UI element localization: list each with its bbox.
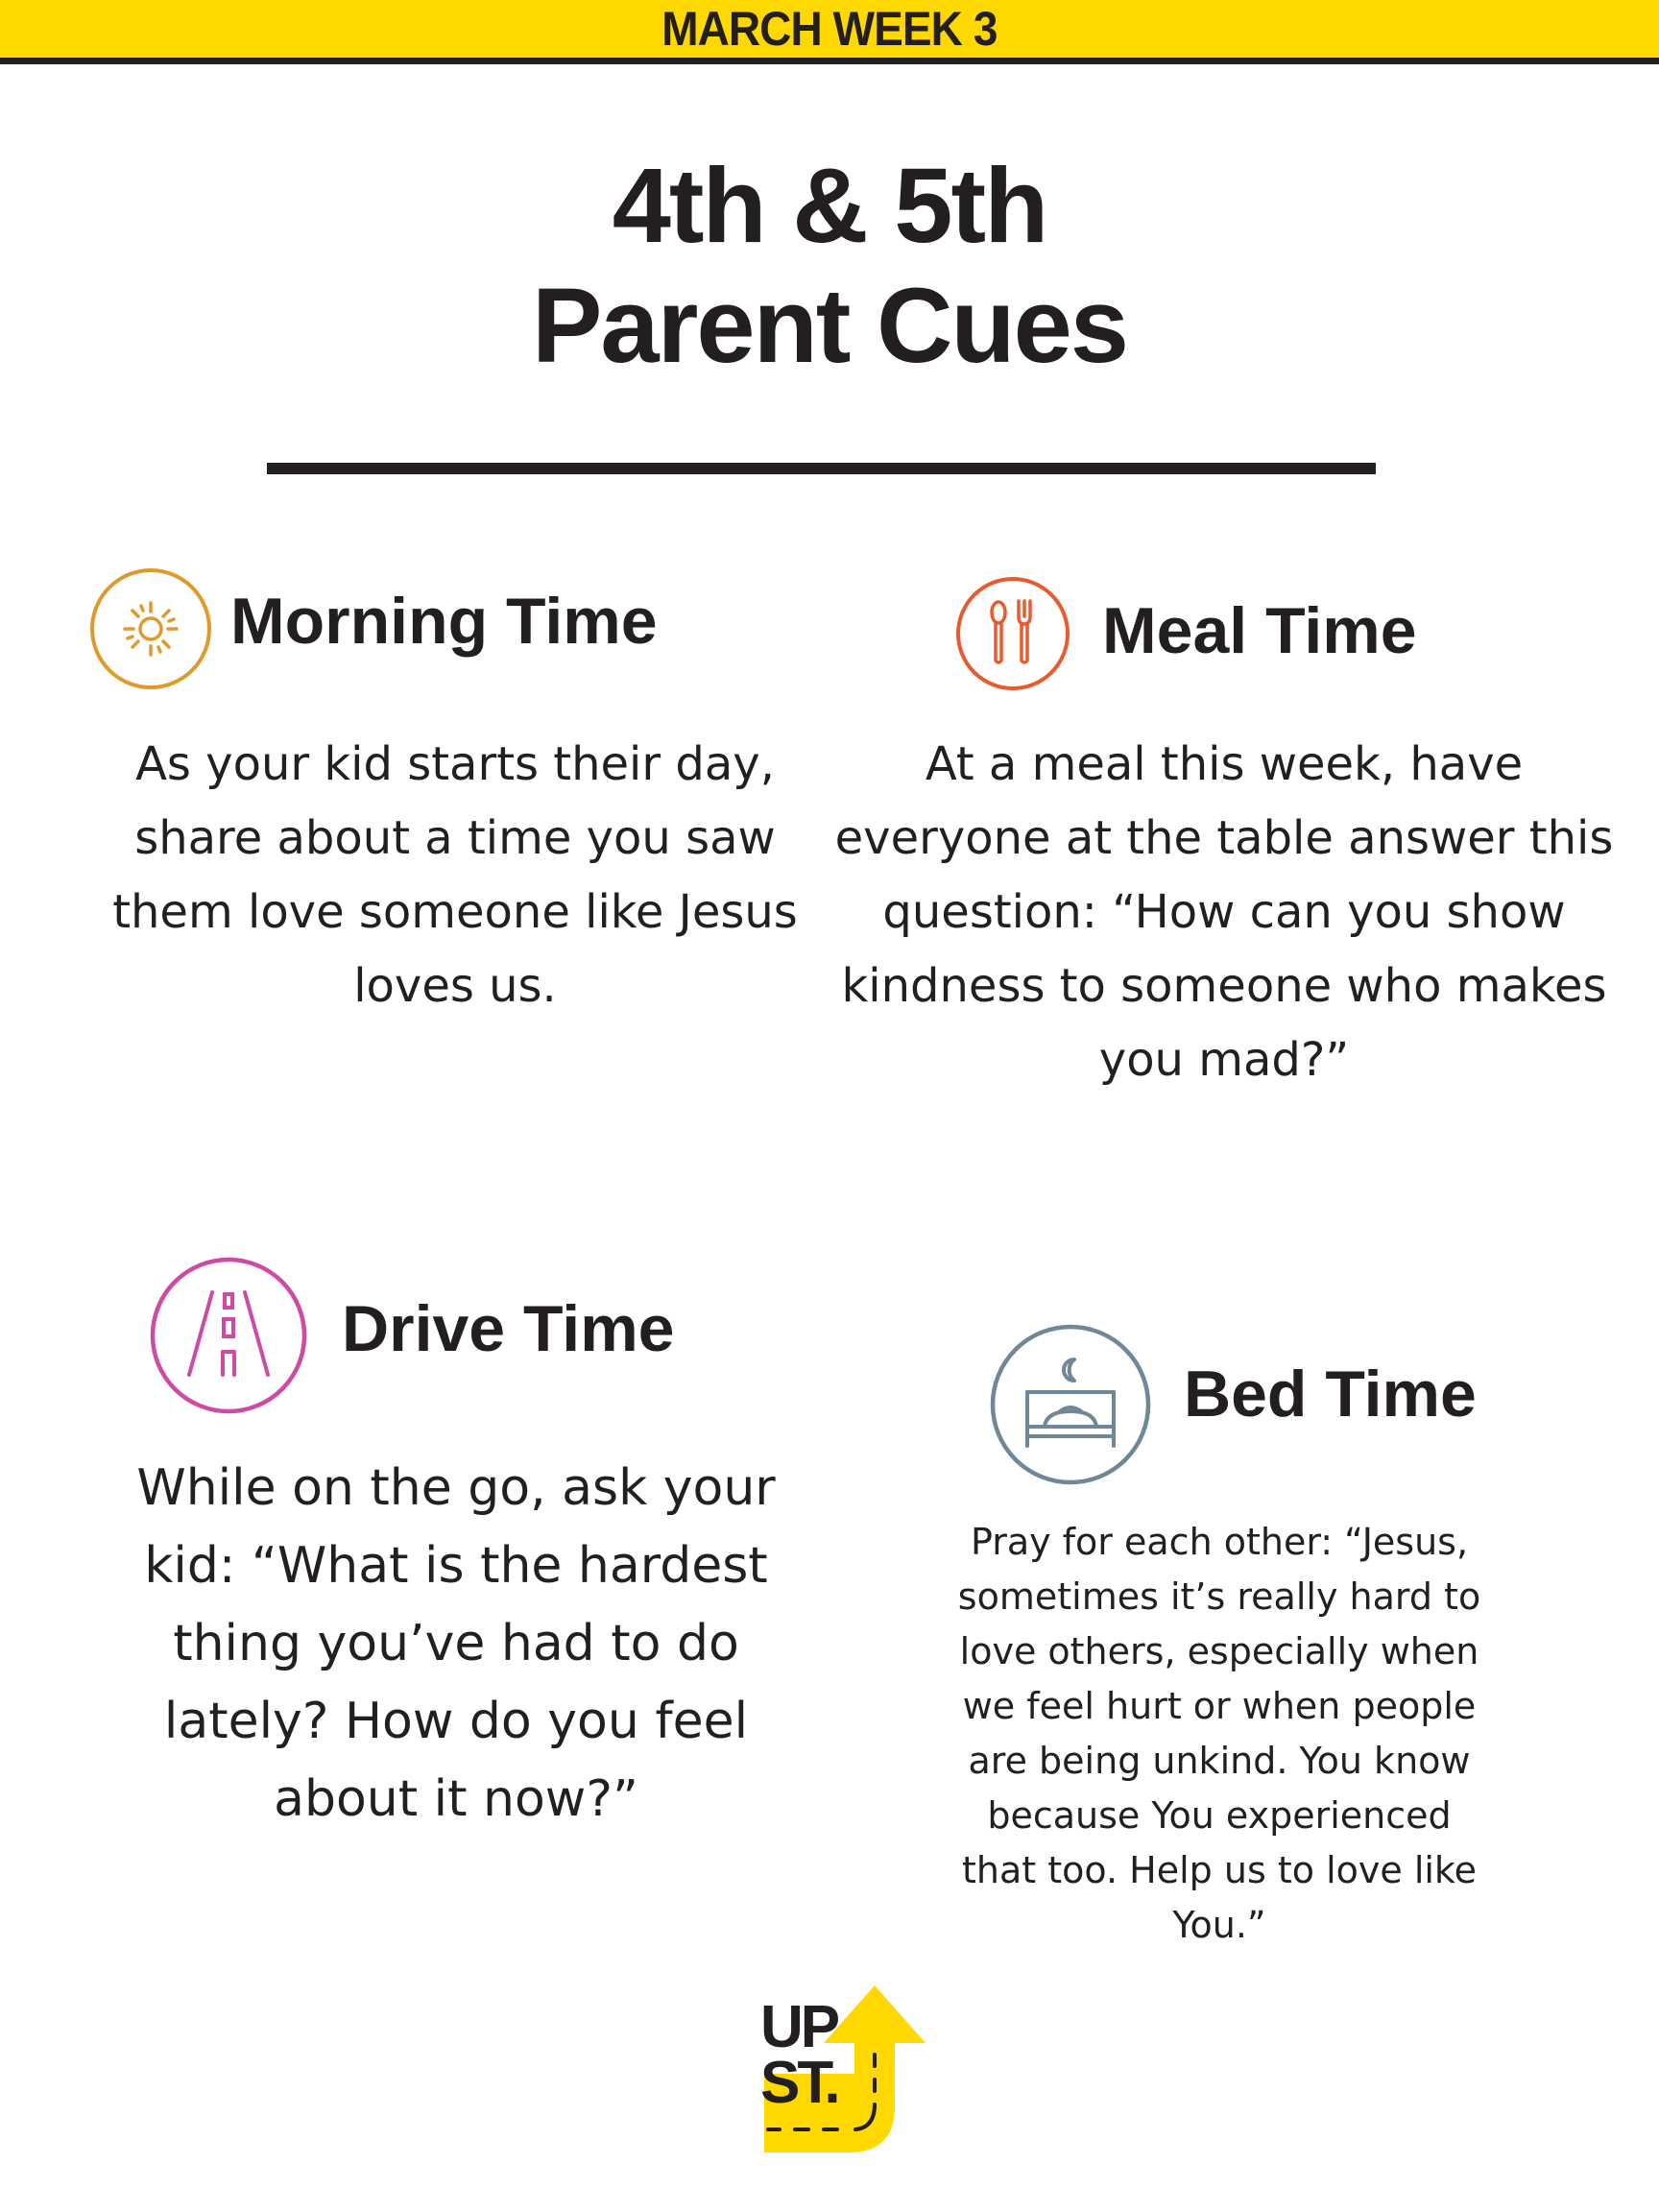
drive-time-heading: Drive Time bbox=[342, 1292, 675, 1365]
banner-title: MARCH WEEK 3 bbox=[661, 2, 998, 56]
meal-time-text bbox=[821, 728, 1627, 1097]
title-divider bbox=[267, 463, 1376, 474]
text-line: At a meal this week, have bbox=[925, 737, 1524, 791]
page-title-line-2: Parent Cues bbox=[532, 267, 1127, 385]
utensils-icon bbox=[955, 576, 1070, 691]
meal-time-heading: Meal Time bbox=[1102, 594, 1417, 667]
text-line: you mad?” bbox=[1098, 1033, 1350, 1087]
text-line: share about a time you saw bbox=[134, 811, 776, 865]
text-line: them love someone like Jesus bbox=[112, 885, 798, 939]
text-line: lately? How do you feel bbox=[163, 1693, 749, 1750]
text-line: love others, especially when bbox=[959, 1630, 1479, 1672]
text-line: As your kid starts their day, bbox=[135, 737, 775, 791]
logo-text-st: ST. bbox=[760, 2050, 838, 2116]
logo-text-up: UP bbox=[760, 1994, 838, 2060]
page-title-line-1: 4th & 5th bbox=[612, 147, 1047, 265]
road-icon bbox=[149, 1256, 308, 1415]
text-line: loves us. bbox=[353, 959, 557, 1013]
text-line: are being unkind. You know bbox=[968, 1740, 1471, 1782]
text-line: Pray for each other: “Jesus, bbox=[970, 1521, 1469, 1563]
bed-moon-icon bbox=[989, 1323, 1152, 1486]
sun-icon bbox=[88, 566, 213, 691]
text-line: question: “How can you show bbox=[882, 885, 1566, 939]
upstreet-logo bbox=[755, 1984, 927, 2156]
morning-time-heading: Morning Time bbox=[230, 585, 658, 658]
text-line: You.” bbox=[1172, 1904, 1266, 1946]
text-line: because You experienced bbox=[987, 1794, 1452, 1837]
bed-time-text bbox=[946, 1515, 1493, 1953]
text-line: kid: “What is the hardest bbox=[144, 1537, 768, 1595]
bed-time-heading: Bed Time bbox=[1184, 1358, 1477, 1431]
morning-time-text bbox=[58, 728, 853, 1023]
top-banner bbox=[0, 0, 1659, 64]
text-line: about it now?” bbox=[274, 1770, 638, 1828]
text-line: thing you’ve had to do bbox=[173, 1615, 739, 1672]
text-line: sometimes it’s really hard to bbox=[957, 1575, 1481, 1618]
drive-time-text bbox=[91, 1450, 821, 1839]
text-line: kindness to someone who makes bbox=[841, 959, 1607, 1013]
text-line: everyone at the table answer this bbox=[834, 811, 1614, 865]
text-line: we feel hurt or when people bbox=[962, 1685, 1477, 1727]
text-line: While on the go, ask your bbox=[136, 1459, 776, 1517]
text-line: that too. Help us to love like bbox=[962, 1849, 1477, 1891]
